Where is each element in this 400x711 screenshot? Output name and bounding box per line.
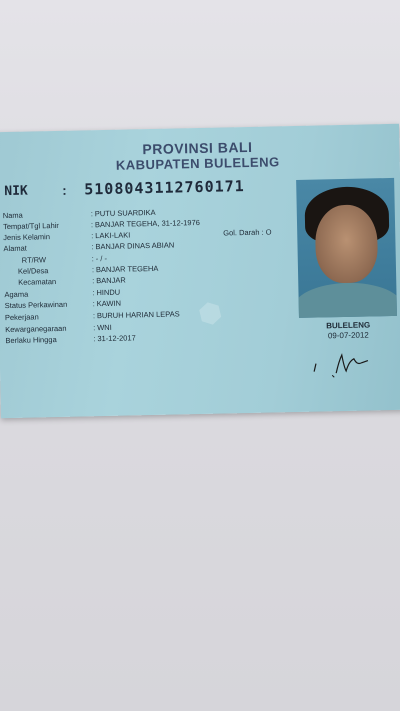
- signature-icon: [308, 344, 389, 382]
- field-label: RT/RW: [21, 255, 47, 265]
- blood-type-label: Gol. Darah: [223, 227, 260, 238]
- field-label: Status Perkawinan: [4, 299, 68, 311]
- field-value: WNI: [97, 322, 112, 333]
- regency-title: KABUPATEN BULELENG: [115, 154, 280, 173]
- field-label: Nama: [2, 210, 23, 221]
- field-value: BANJAR TEGEHA, 31-12-1976: [94, 217, 201, 230]
- province-title: PROVINSI BALI: [142, 138, 253, 158]
- field-value: PUTU SUARDIKA: [94, 207, 156, 219]
- field-label: Pekerjaan: [4, 312, 39, 323]
- field-label: Tempat/Tgl Lahir: [2, 220, 59, 232]
- watermark: ⬢: [195, 295, 227, 331]
- id-photo: [296, 178, 397, 318]
- field-label: Jenis Kelamin: [3, 232, 51, 243]
- field-label: Kel/Desa: [17, 266, 49, 276]
- field-value: BANJAR TEGEHA: [95, 263, 159, 275]
- nik-separator: :: [62, 182, 67, 198]
- photo-face: [315, 204, 379, 283]
- field-value: LAKI-LAKI: [95, 230, 131, 241]
- id-card: [0, 124, 400, 418]
- field-label: Kecamatan: [18, 277, 57, 287]
- blood-type: Gol. Darah : O: [223, 227, 272, 238]
- nik-value: 5108043112760171: [84, 177, 245, 199]
- issue-date: 09-07-2012: [327, 330, 369, 341]
- field-label: Berlaku Hingga: [5, 335, 57, 346]
- nik-label: NIK: [4, 183, 28, 200]
- field-value: KAWIN: [96, 298, 122, 309]
- blood-type-value: O: [265, 227, 272, 237]
- field-label: Kewarganegaraan: [5, 323, 67, 335]
- field-value: - / -: [95, 253, 108, 264]
- photo-shoulders: [296, 282, 397, 318]
- field-value: BANJAR: [96, 275, 126, 286]
- issue-city: BULELENG: [326, 320, 371, 331]
- field-label: Agama: [4, 289, 29, 300]
- field-value: 31-12-2017: [97, 333, 136, 344]
- field-value: BANJAR DINAS ABIAN: [95, 240, 175, 252]
- field-value: HINDU: [96, 287, 121, 298]
- field-value: BURUH HARIAN LEPAS: [96, 309, 180, 321]
- field-label: Alamat: [3, 243, 27, 254]
